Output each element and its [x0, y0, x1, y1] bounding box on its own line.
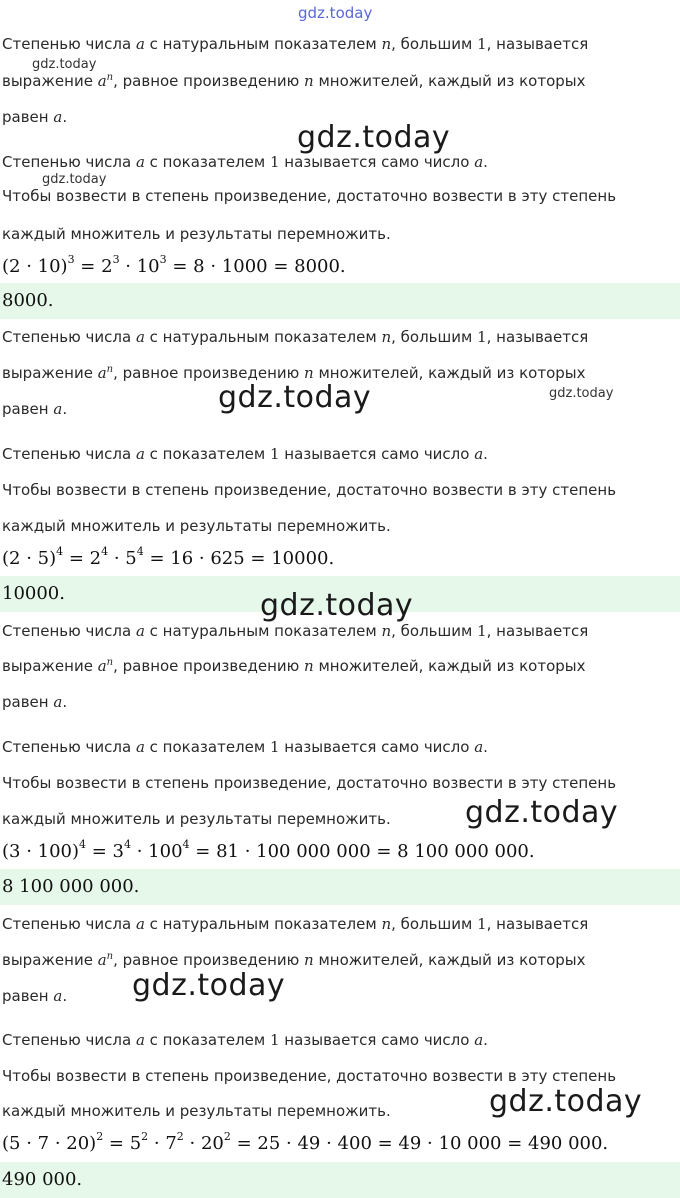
text: Степенью числа — [2, 915, 136, 933]
rule-line-1: Чтобы возвести в степень произведение, достаточно возвести в эту степень — [2, 481, 617, 499]
num-1: 1 — [269, 738, 280, 756]
num-1: 1 — [269, 445, 280, 463]
text: , большим — [391, 35, 478, 53]
text: выражение — [2, 657, 98, 675]
text: называется само число — [279, 445, 475, 463]
definition-line-3 — [2, 400, 67, 418]
definition-line-4 — [2, 445, 488, 463]
text: с натуральным показателем — [144, 328, 382, 346]
solution-formula — [2, 1130, 609, 1155]
watermark-small: gdz.today — [32, 57, 97, 72]
text: выражение — [2, 72, 98, 90]
text: равен — [2, 693, 54, 711]
text: Степенью числа — [2, 1031, 136, 1049]
text: . — [62, 693, 68, 711]
text: , большим — [391, 622, 478, 640]
definition-line-3 — [2, 693, 67, 711]
formula-part: · 10 — [119, 256, 160, 277]
var-a: a — [135, 35, 145, 53]
var-n: n — [381, 622, 392, 640]
formula-part: (2 · 10) — [2, 256, 68, 277]
rule-line-1: Чтобы возвести в степень произведение, достаточно возвести в эту степень — [2, 774, 617, 792]
text: Степенью числа — [2, 622, 136, 640]
solution-formula — [2, 253, 346, 278]
var-n: n — [304, 364, 314, 382]
text: с натуральным показателем — [144, 622, 382, 640]
num-1: 1 — [477, 915, 487, 933]
exponent: 4 — [101, 545, 109, 558]
var-a: a — [53, 987, 63, 1005]
formula-part: = 2 — [74, 256, 113, 277]
definition-line-3 — [2, 108, 67, 126]
text: множителей, каждый из которых — [313, 951, 586, 969]
exponent: 2 — [96, 1130, 104, 1143]
formula-part: = 3 — [86, 841, 125, 862]
formula-part: = 5 — [103, 1133, 142, 1154]
text: , называется — [486, 35, 589, 53]
exponent: 4 — [56, 545, 64, 558]
var-a: a — [135, 445, 145, 463]
watermark-big: gdz.today — [260, 588, 414, 623]
text: . — [483, 738, 488, 756]
text: называется само число — [279, 153, 475, 171]
var-a: a — [474, 153, 484, 171]
text: множителей, каждый из которых — [313, 364, 586, 382]
text: , большим — [391, 915, 478, 933]
text: равен — [2, 987, 54, 1005]
exponent: 4 — [79, 838, 87, 851]
var-n: n — [304, 657, 314, 675]
watermark-top: gdz.today — [298, 4, 373, 22]
var-a: a — [474, 1031, 484, 1049]
exp-n: n — [106, 657, 114, 668]
text: . — [483, 1031, 488, 1049]
exponent: 4 — [182, 838, 190, 851]
text: , большим — [391, 328, 478, 346]
var-a: a — [97, 657, 107, 675]
exponent: 4 — [136, 545, 144, 558]
answer-box — [0, 283, 680, 319]
text: с показателем — [144, 1031, 270, 1049]
num-1: 1 — [477, 622, 487, 640]
text: , равное произведению — [113, 364, 305, 382]
exponent: 4 — [124, 838, 132, 851]
text: называется само число — [279, 738, 475, 756]
num-1: 1 — [477, 328, 487, 346]
text: Степенью числа — [2, 35, 136, 53]
var-n: n — [381, 915, 392, 933]
var-a: a — [97, 364, 107, 382]
var-a: a — [474, 445, 484, 463]
text: с показателем — [144, 153, 270, 171]
text: с показателем — [144, 738, 270, 756]
var-n: n — [304, 72, 314, 90]
num-1: 1 — [477, 35, 487, 53]
var-a: a — [135, 153, 145, 171]
formula-part: = 16 · 625 = 10000. — [143, 548, 335, 569]
formula-part: (2 · 5) — [2, 548, 57, 569]
var-a: a — [135, 915, 145, 933]
text: . — [62, 400, 68, 418]
definition-line-1 — [2, 328, 588, 346]
solution-formula — [2, 838, 535, 863]
formula-part: · 7 — [148, 1133, 177, 1154]
rule-line-2: каждый множитель и результаты перемножить. — [2, 1102, 391, 1120]
text: . — [62, 987, 68, 1005]
exponent: 2 — [176, 1130, 184, 1143]
definition-line-2 — [2, 72, 585, 90]
text: , равное произведению — [113, 72, 305, 90]
definition-line-1 — [2, 915, 588, 933]
var-a: a — [97, 72, 107, 90]
text: . — [483, 153, 488, 171]
formula-part: (3 · 100) — [2, 841, 80, 862]
text: называется само число — [279, 1031, 475, 1049]
text: . — [483, 445, 488, 463]
var-a: a — [474, 738, 484, 756]
watermark-big: gdz.today — [132, 968, 286, 1003]
watermark-big: gdz.today — [465, 795, 619, 830]
var-a: a — [135, 1031, 145, 1049]
var-a: a — [135, 738, 145, 756]
exp-n: n — [106, 72, 114, 83]
watermark-big: gdz.today — [489, 1084, 643, 1119]
definition-line-4 — [2, 153, 488, 171]
text: Степенью числа — [2, 445, 136, 463]
text: равен — [2, 108, 54, 126]
text: множителей, каждый из которых — [313, 657, 586, 675]
text: , равное произведению — [113, 951, 305, 969]
rule-line-2: каждый множитель и результаты перемножить. — [2, 225, 391, 243]
var-a: a — [135, 622, 145, 640]
solution-formula — [2, 545, 335, 570]
watermark-small: gdz.today — [549, 386, 614, 401]
formula-part: · 5 — [108, 548, 137, 569]
text: с показателем — [144, 445, 270, 463]
rule-line-1: Чтобы возвести в степень произведение, достаточно возвести в эту степень — [2, 187, 617, 205]
formula-part: = 25 · 49 · 400 = 49 · 10 000 = 490 000. — [230, 1133, 609, 1154]
text: , называется — [486, 622, 589, 640]
answer-text: 8 100 000 000. — [2, 876, 140, 897]
text: выражение — [2, 364, 98, 382]
var-a: a — [97, 951, 107, 969]
exponent: 3 — [159, 253, 167, 266]
text: , называется — [486, 915, 589, 933]
exponent: 2 — [141, 1130, 149, 1143]
num-1: 1 — [269, 153, 280, 171]
definition-line-2 — [2, 657, 585, 675]
answer-box — [0, 1162, 680, 1198]
text: с натуральным показателем — [144, 915, 382, 933]
var-a: a — [53, 108, 63, 126]
var-a: a — [53, 693, 63, 711]
answer-text: 10000. — [2, 583, 65, 604]
exponent: 3 — [67, 253, 75, 266]
answer-text: 490 000. — [2, 1169, 83, 1190]
text: . — [62, 108, 68, 126]
definition-line-2 — [2, 951, 585, 969]
answer-text: 8000. — [2, 290, 54, 311]
exp-n: n — [106, 951, 114, 962]
text: Степенью числа — [2, 328, 136, 346]
definition-line-4 — [2, 738, 488, 756]
definition-line-1 — [2, 35, 588, 53]
formula-part: · 100 — [131, 841, 183, 862]
text: выражение — [2, 951, 98, 969]
rule-line-1: Чтобы возвести в степень произведение, достаточно возвести в эту степень — [2, 1067, 617, 1085]
watermark-big: gdz.today — [297, 120, 451, 155]
formula-part: = 8 · 1000 = 8000. — [166, 256, 346, 277]
definition-line-4 — [2, 1031, 488, 1049]
definition-line-1 — [2, 622, 588, 640]
var-n: n — [304, 951, 314, 969]
formula-part: = 2 — [63, 548, 102, 569]
rule-line-2: каждый множитель и результаты перемножить. — [2, 517, 391, 535]
text: Степенью числа — [2, 738, 136, 756]
formula-part: · 20 — [183, 1133, 224, 1154]
text: равен — [2, 400, 54, 418]
exp-n: n — [106, 364, 114, 375]
var-a: a — [53, 400, 63, 418]
definition-line-3 — [2, 987, 67, 1005]
var-a: a — [135, 328, 145, 346]
formula-part: (5 · 7 · 20) — [2, 1133, 97, 1154]
text: множителей, каждый из которых — [313, 72, 586, 90]
text: Степенью числа — [2, 153, 136, 171]
exponent: 2 — [223, 1130, 231, 1143]
var-n: n — [381, 328, 392, 346]
formula-part: = 81 · 100 000 000 = 8 100 000 000. — [189, 841, 535, 862]
var-n: n — [381, 35, 392, 53]
watermark-small: gdz.today — [42, 172, 107, 187]
watermark-big: gdz.today — [218, 380, 372, 415]
exponent: 3 — [112, 253, 120, 266]
text: , равное произведению — [113, 657, 305, 675]
rule-line-2: каждый множитель и результаты перемножить. — [2, 810, 391, 828]
text: , называется — [486, 328, 589, 346]
answer-box — [0, 869, 680, 905]
num-1: 1 — [269, 1031, 280, 1049]
text: с натуральным показателем — [144, 35, 382, 53]
